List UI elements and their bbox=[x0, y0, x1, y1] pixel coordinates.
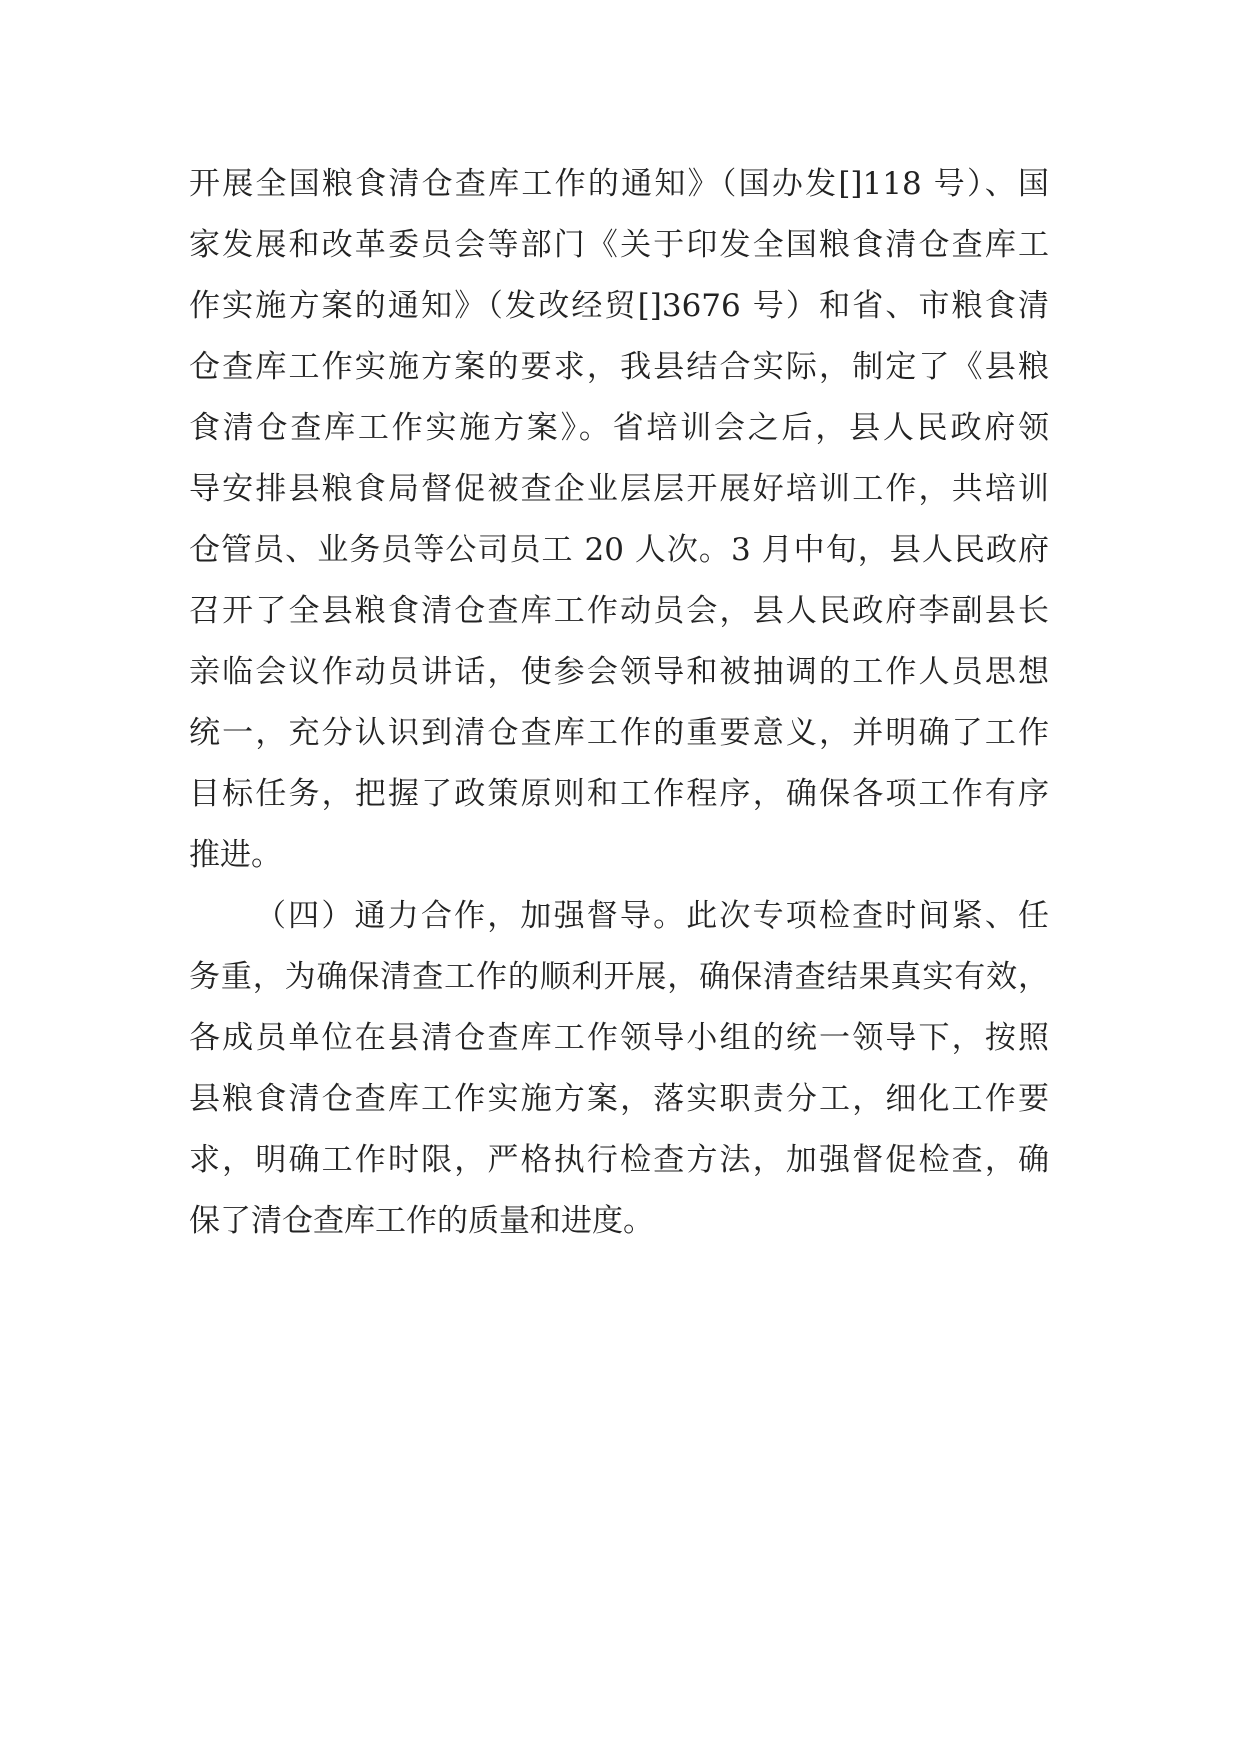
text-line: 县粮食清仓查库工作实施方案，落实职责分工，细化工作要 bbox=[189, 1081, 1049, 1117]
text-line: 各成员单位在县清仓查库工作领导小组的统一领导下，按照 bbox=[189, 1020, 1049, 1056]
text-line: 作实施方案的通知》（发改经贸[]3676 号）和省、市粮食清 bbox=[189, 288, 1049, 324]
text-line: 召开了全县粮食清仓查库工作动员会，县人民政府李副县长 bbox=[189, 593, 1049, 629]
paragraph-1 bbox=[189, 154, 1049, 886]
text-line: 亲临会议作动员讲话，使参会领导和被抽调的工作人员思想 bbox=[189, 654, 1049, 690]
text-line: 统一，充分认识到清仓查库工作的重要意义，并明确了工作 bbox=[189, 715, 1049, 751]
text-line: 食清仓查库工作实施方案》。省培训会之后，县人民政府领 bbox=[189, 410, 1049, 446]
document-body bbox=[189, 154, 1049, 1252]
text-line: 导安排县粮食局督促被查企业层层开展好培训工作，共培训 bbox=[189, 471, 1049, 507]
text-line: 务重，为确保清查工作的顺利开展，确保清查结果真实有效， bbox=[189, 959, 1049, 995]
text-line: 保了清仓查库工作的质量和进度。 bbox=[189, 1203, 654, 1239]
text-line: 仓管员、业务员等公司员工 20 人次。3 月中旬，县人民政府 bbox=[189, 532, 1049, 568]
text-line: 开展全国粮食清仓查库工作的通知》（国办发[]118 号）、国 bbox=[189, 166, 1049, 202]
paragraph-2 bbox=[189, 886, 1049, 1252]
text-line: 目标任务，把握了政策原则和工作程序，确保各项工作有序 bbox=[189, 776, 1049, 812]
text-line: 推进。 bbox=[189, 837, 282, 873]
text-line: 求，明确工作时限，严格执行检查方法，加强督促检查，确 bbox=[189, 1142, 1049, 1178]
text-line: 家发展和改革委员会等部门《关于印发全国粮食清仓查库工 bbox=[189, 227, 1049, 263]
section-heading-line: （四）通力合作，加强督导。此次专项检查时间紧、任 bbox=[255, 898, 1049, 934]
text-line: 仓查库工作实施方案的要求，我县结合实际，制定了《县粮 bbox=[189, 349, 1049, 385]
